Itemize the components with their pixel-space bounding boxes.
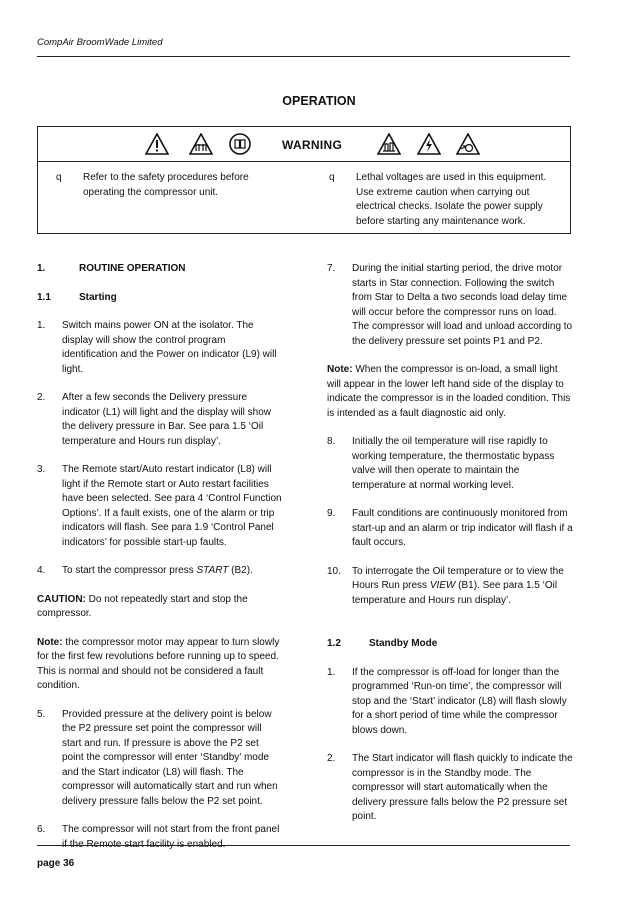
item-number: 3. <box>37 464 46 475</box>
note-text: When the compressor is on-load, a small light will appear in the lower left hand side of the display to indicate the compressor is in the loaded condition. This is intended as a fault diagnostic aid only. <box>327 364 571 419</box>
footer-rule <box>37 845 570 846</box>
right-column <box>327 262 573 825</box>
note <box>327 363 573 421</box>
heading-text: Starting <box>79 291 117 303</box>
heading-number: 1.2 <box>327 638 341 649</box>
heading-text: Standby Mode <box>369 638 438 649</box>
item-number: 6. <box>37 824 46 835</box>
machinery-hazard-icon <box>377 133 401 155</box>
note-label: Note: <box>327 364 353 375</box>
caution-note <box>37 593 283 622</box>
warning-left-text: Refer to the safety procedures before operating the compressor unit. <box>83 172 249 198</box>
list-item <box>327 565 573 609</box>
item-number: 1. <box>327 666 336 678</box>
note-text: the compressor motor may appear to turn slowly for the first few revolutions before running up to speed. This is normal and should not be considered a fault condition. <box>37 636 280 691</box>
item-text: The Start indicator will flash quickly to indicate the compressor is in the Standby mode. The compressor will start automatically when the delivery pressure falls below the P2 pressure set point. <box>352 753 573 822</box>
heading-number: 1.1 <box>37 291 51 303</box>
warning-header <box>38 127 570 162</box>
item-text: Switch mains power ON at the isolator. The display will show the control program identification and the Power on indicator (L9) will light. <box>62 320 277 375</box>
item-text: If the compressor is off-load for longer than the programmed ‘Run-on time’, the compressor will stop and the ‘Start’ indicator (L8) will flash slowly for a short period of time while the compressor blows down. <box>352 666 567 736</box>
item-text: The Remote start/Auto restart indicator (L8) will light if the Remote start or Auto restart facilities have been selected. See para 4 ‘Control Function Options’. If a fault exists, one of the alarm or trip indicators will flash. See para 1.9 ‘Control Panel indicators’ for possible start-up faults. <box>62 464 282 548</box>
list-item <box>37 823 283 852</box>
item-number: 4. <box>37 565 46 576</box>
warning-label: WARNING <box>282 138 343 152</box>
list-item <box>37 564 283 579</box>
list-item <box>327 262 573 349</box>
item-text: During the initial starting period, the drive motor starts in Star connection. Following the switch from Star to Delta a two seconds load delay time will occur before the compressor runs on load. The compressor will load and unload according to the delivery pressure set points P1 and P2. <box>352 263 573 347</box>
item-text: Fault conditions are continuously monitored from start-up and an alarm or trip indicator will flash if a fault occurs. <box>352 508 573 548</box>
warning-right-text: Lethal voltages are used in this equipment. Use extreme caution when carrying out electrical checks. Isolate the power supply before starting any maintenance work. <box>356 172 547 227</box>
item-text: To interrogate the Oil temperature or to view the Hours Run press <box>352 565 564 591</box>
warning-bullet: q <box>56 172 62 183</box>
subsection-heading <box>327 637 573 652</box>
pressure-hazard-icon <box>456 133 480 155</box>
start-button-reference: START <box>196 565 229 576</box>
item-number: 10. <box>327 565 341 577</box>
list-item <box>37 463 283 550</box>
subsection-heading <box>37 291 283 306</box>
header-rule <box>37 56 570 57</box>
item-number: 7. <box>327 263 336 274</box>
list-item <box>37 319 283 377</box>
hot-surface-icon <box>189 133 213 155</box>
item-text: (B1). See para 1.5 ‘Oil temperature and Hours run display’. <box>352 580 558 606</box>
item-number: 5. <box>37 708 46 720</box>
view-button-reference: VIEW <box>429 580 456 591</box>
item-number: 2. <box>327 753 336 764</box>
warning-box <box>37 126 571 234</box>
item-number: 1. <box>37 320 46 331</box>
note-label: Note: <box>37 636 63 648</box>
list-item <box>327 752 573 825</box>
page-number: page 36 <box>37 858 75 869</box>
item-text: To start the compressor press <box>62 565 197 576</box>
item-text: Provided pressure at the delivery point is below the P2 pressure set point the compressor will start and run. If pressure is above the P2 set point the compressor will enter ‘Standby’ mode and the Start indicator (L8) will flash. The compressor will automatically start and run when delivery pressure falls below the P2 set point. <box>62 708 278 807</box>
read-manual-icon <box>228 133 252 155</box>
caution-text: Do not repeatedly start and stop the compressor. <box>37 593 248 619</box>
caution-label: CAUTION: <box>37 593 86 605</box>
list-item <box>327 507 573 551</box>
list-item <box>37 708 283 810</box>
list-item <box>327 666 573 739</box>
item-number: 2. <box>37 392 46 403</box>
warning-bullet: q <box>329 172 335 183</box>
heading-text: ROUTINE OPERATION <box>79 263 186 274</box>
note <box>37 636 283 694</box>
item-text: After a few seconds the Delivery pressure indicator (L1) will light and the display will show the delivery pressure in Bar. See para 1.5 ‘Oil temperature and Hours run display’. <box>62 392 271 447</box>
company-name: CompAir BroomWade Limited <box>37 37 163 48</box>
item-number: 8. <box>327 436 336 447</box>
list-item <box>37 391 283 449</box>
left-column <box>37 262 283 852</box>
electrical-hazard-icon <box>417 133 441 155</box>
general-hazard-icon <box>145 133 169 155</box>
section-title: OPERATION <box>282 94 356 108</box>
item-text: Initially the oil temperature will rise rapidly to working temperature, the thermostatic bypass valve will then operate to maintain the temperature at normal working level. <box>352 436 555 491</box>
item-text: The compressor will not start from the front panel if the Remote start facility is enabled. <box>62 824 280 850</box>
list-item <box>327 435 573 493</box>
item-number: 9. <box>327 508 336 519</box>
heading-number: 1. <box>37 263 46 274</box>
item-text: (B2). <box>228 565 253 576</box>
section-heading <box>37 262 283 277</box>
